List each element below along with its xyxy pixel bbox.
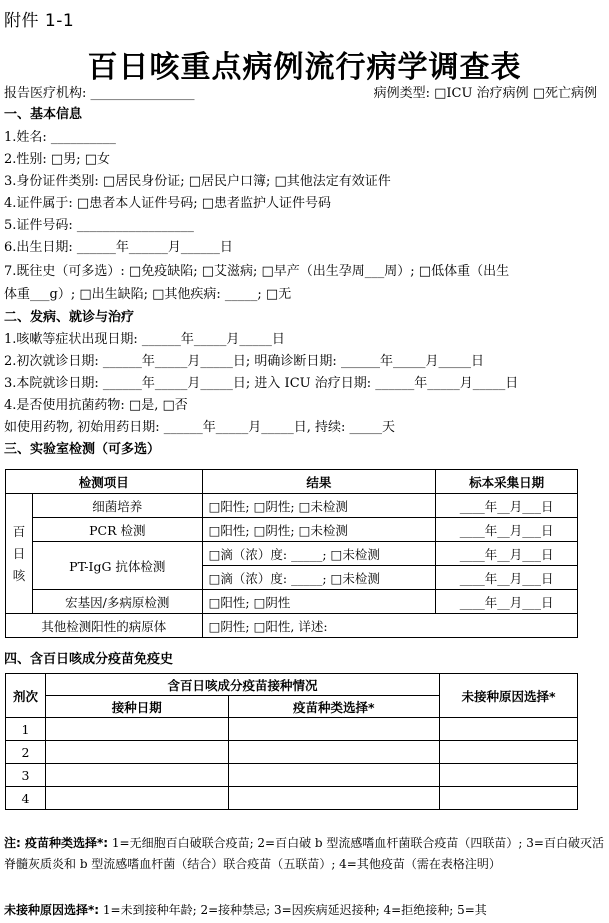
history-field[interactable]: 7.既往史（可多选）: □免疫缺陷; □艾滋病; □早产（出生孕周___周）; □低体重（出生: [4, 264, 510, 279]
vaccine-type-cell[interactable]: [228, 718, 440, 741]
id-owner-field[interactable]: 4.证件属于: □患者本人证件号码; □患者监护人证件号码: [4, 196, 331, 211]
pertussis-group-label: 百日咳: [6, 494, 33, 614]
col-vaccine-type: 疫苗种类选择*: [228, 696, 440, 718]
col-test-item: 检测项目: [6, 470, 203, 494]
hospital-visit-field[interactable]: 3.本院就诊日期: ______年_____月_____日; 进入 ICU 治疗日期: ______年_____月_____日: [4, 376, 519, 391]
onset-date-field[interactable]: 1.咳嗽等症状出现日期: ______年_____月_____日: [4, 332, 285, 347]
test-result[interactable]: □阳性; □阴性; □未检测: [202, 494, 436, 518]
test-item: 宏基因/多病原检测: [32, 590, 202, 614]
name-field[interactable]: 1.姓名: __________: [4, 130, 116, 145]
vaccination-date-cell[interactable]: [45, 718, 228, 741]
drug-start-field[interactable]: 如使用药物, 初始用药日期: ______年_____月_____日, 持续: _____天: [4, 420, 396, 435]
section3-heading: 三、实验室检测（可多选）: [4, 442, 161, 457]
vaccine-type-cell[interactable]: [228, 764, 440, 787]
section4-heading: 四、含百日咳成分疫苗免疫史: [4, 652, 174, 667]
reason-cell[interactable]: [440, 718, 578, 741]
test-item: 细菌培养: [32, 494, 202, 518]
vaccination-date-cell[interactable]: [45, 741, 228, 764]
form-title: 百日咳重点病例流行病学调查表: [87, 50, 522, 85]
col-dose: 剂次: [6, 674, 46, 718]
vaccine-type-note: [4, 833, 605, 875]
lab-test-table: [5, 469, 578, 638]
section2-heading: 二、发病、就诊与治疗: [4, 310, 135, 325]
reason-cell[interactable]: [440, 741, 578, 764]
dose-number: 2: [6, 741, 46, 764]
section1-heading: 一、基本信息: [4, 107, 83, 122]
test-date[interactable]: ____年__月___日: [436, 494, 578, 518]
reason-note: [4, 900, 605, 921]
test-result[interactable]: □阳性; □阴性; □未检测: [202, 518, 436, 542]
test-date[interactable]: ____年__月___日: [436, 590, 578, 614]
vaccine-type-cell[interactable]: [228, 741, 440, 764]
other-pathogen-label: 其他检测阳性的病原体: [6, 614, 203, 638]
vaccination-date-cell[interactable]: [45, 787, 228, 810]
dose-number: 4: [6, 787, 46, 810]
birth-date-field[interactable]: 6.出生日期: ______年______月______日: [4, 240, 233, 255]
test-date[interactable]: ____年__月___日: [436, 542, 578, 566]
test-date[interactable]: ____年__月___日: [436, 566, 578, 590]
col-vaccination-date: 接种日期: [45, 696, 228, 718]
id-type-field[interactable]: 3.身份证件类别: □居民身份证; □居民户口簿; □其他法定有效证件: [4, 174, 391, 189]
attachment-label: 附件 1-1: [4, 11, 75, 31]
other-pathogen-result[interactable]: □阴性; □阳性, 详述:: [202, 614, 577, 638]
history-field-cont[interactable]: 体重___g）; □出生缺陷; □其他疾病: _____; □无: [4, 287, 292, 302]
vaccination-date-cell[interactable]: [45, 764, 228, 787]
dose-number: 3: [6, 764, 46, 787]
test-date[interactable]: ____年__月___日: [436, 518, 578, 542]
test-result[interactable]: □阳性; □阴性: [202, 590, 436, 614]
id-number-field[interactable]: 5.证件号码: __________________: [4, 218, 194, 233]
reason-note-label: 未接种原因选择*:: [4, 903, 100, 917]
test-item: PCR 检测: [32, 518, 202, 542]
col-not-vaccinated-reason: 未接种原因选择*: [440, 674, 578, 718]
col-result: 结果: [202, 470, 436, 494]
reason-cell[interactable]: [440, 787, 578, 810]
gender-field[interactable]: 2.性别: □男; □女: [4, 152, 110, 167]
report-org-field[interactable]: 报告医疗机构: ________________: [4, 86, 195, 101]
report-header-row: [4, 84, 603, 104]
vaccine-type-note-label: 注: 疫苗种类选择*:: [4, 836, 109, 850]
col-sample-date: 标本采集日期: [436, 470, 578, 494]
reason-cell[interactable]: [440, 764, 578, 787]
vaccine-table: [5, 673, 578, 810]
reason-note-text: 1=未到接种年龄; 2=接种禁忌; 3=因疾病延迟接种; 4=拒绝接种; 5=其: [99, 903, 487, 917]
col-vaccination-group: 含百日咳成分疫苗接种情况: [45, 674, 439, 696]
test-result[interactable]: □滴（浓）度: _____; □未检测: [202, 542, 436, 566]
dose-number: 1: [6, 718, 46, 741]
antibiotic-field[interactable]: 4.是否使用抗菌药物: □是, □否: [4, 398, 188, 413]
case-type-field[interactable]: 病例类型: □ICU 治疗病例 □死亡病例: [373, 86, 597, 101]
vaccine-type-note-text: 1=无细胞百白破联合疫苗; 2=百白破 b 型流感嗜血杆菌联合疫苗（四联苗）; 3=百白破灭活脊髓灰质炎和 b 型流感嗜血杆菌（结合）联合疫苗（五联苗）; 4=其他疫苗（需在表格注明）: [4, 836, 604, 871]
vaccine-type-cell[interactable]: [228, 787, 440, 810]
test-item: PT-IgG 抗体检测: [32, 542, 202, 590]
test-result[interactable]: □滴（浓）度: _____; □未检测: [202, 566, 436, 590]
first-visit-field[interactable]: 2.初次就诊日期: ______年_____月_____日; 明确诊断日期: ______年_____月_____日: [4, 354, 484, 369]
